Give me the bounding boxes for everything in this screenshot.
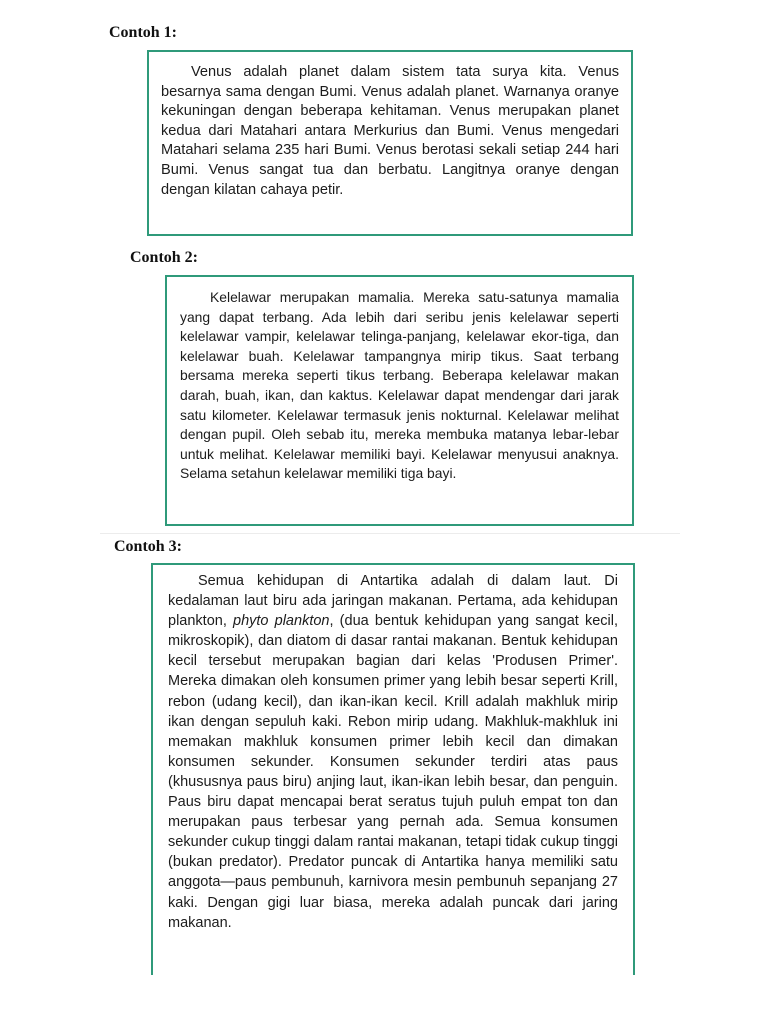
example-3-paragraph	[168, 571, 618, 933]
example-2-box	[165, 275, 634, 526]
example-3-italic-term: phyto plankton	[233, 613, 330, 630]
example-2-heading: Contoh 2:	[130, 249, 199, 266]
example-1-heading: Contoh 1:	[109, 24, 178, 41]
example-3-text-end: , (dua bentuk kehidupan yang sangat kecil, mikroskopik), dan diatom di dasar rantai makanan. Bentuk kehidupan kecil tersebut merupakan bagian dari kelas 'Produsen Primer'. Mereka dimakan oleh konsumen primer yang lebih besar seperti Krill, rebon (udang kecil), dan ikan-ikan kecil. Krill adalah makhluk mirip ikan dengan sepuluh kaki. Rebon mirip udang. Makhluk-makhluk ini memakan makhluk konsumen primer lebih kecil dan dimakan konsumen sekunder. Konsumen sekunder terdiri atas paus (khususnya paus biru) anjing laut, ikan-ikan lebih besar, dan penguin. Paus biru dapat mencapai berat seratus tujuh puluh empat ton dan merupakan paus terbesar yang pernah ada. Semua konsumen sekunder cukup tinggi dalam rantai makanan, tetapi tidak cukup tinggi (bukan predator). Predator puncak di Antartika hanya memiliki satu anggota—paus pembunuh, karnivora mesin pembunuh sepanjang 27 kaki. Dengan gigi luar biasa, mereka adalah puncak dari jaring makanan.	[168, 613, 618, 931]
example-3-box	[151, 563, 635, 975]
example-1-paragraph: Venus adalah planet dalam sistem tata surya kita. Venus besarnya sama dengan Bumi. Venus adalah planet. Warnanya oranye kekuningan dengan beberapa kehitaman. Venus merupakan planet kedua dari Matahari antara Merkurius dan Bumi. Venus mengedari Matahari selama 235 hari Bumi. Venus berotasi sekali setiap 244 hari Bumi. Venus sangat tua dan berbatu. Langitnya oranye dengan dengan kilatan cahaya petir.	[161, 64, 619, 198]
page-divider	[100, 533, 680, 534]
example-2-paragraph: Kelelawar merupakan mamalia. Mereka satu-satunya mamalia yang dapat terbang. Ada lebih dari seribu jenis kelelawar seperti kelelawar vampir, kelelawar telinga-panjang, kelelawar ekor-tiga, dan kelelawar buah. Kelelawar tampangnya mirip tikus. Saat terbang bersama mereka seperti tikus terbang. Beberapa kelelawar makan darah, buah, ikan, dan kaktus. Kelelawar dapat mendengar dari jarak satu kilometer. Kelelawar termasuk jenis nokturnal. Kelelawar melihat dengan pupil. Oleh sebab itu, mereka membuka matanya lebar-lebar untuk melihat. Kelelawar memiliki bayi. Kelelawar menyusui anaknya. Selama setahun kelelawar memiliki tiga bayi.	[180, 289, 619, 482]
example-3-text-start: Semua kehidupan di Antartika adalah di dalam laut. Di kedalaman laut biru ada jaringan makanan. Pertama, ada kehidupan plankton,	[168, 573, 618, 630]
example-3-heading: Contoh 3:	[114, 538, 183, 555]
example-1-box	[147, 50, 633, 236]
